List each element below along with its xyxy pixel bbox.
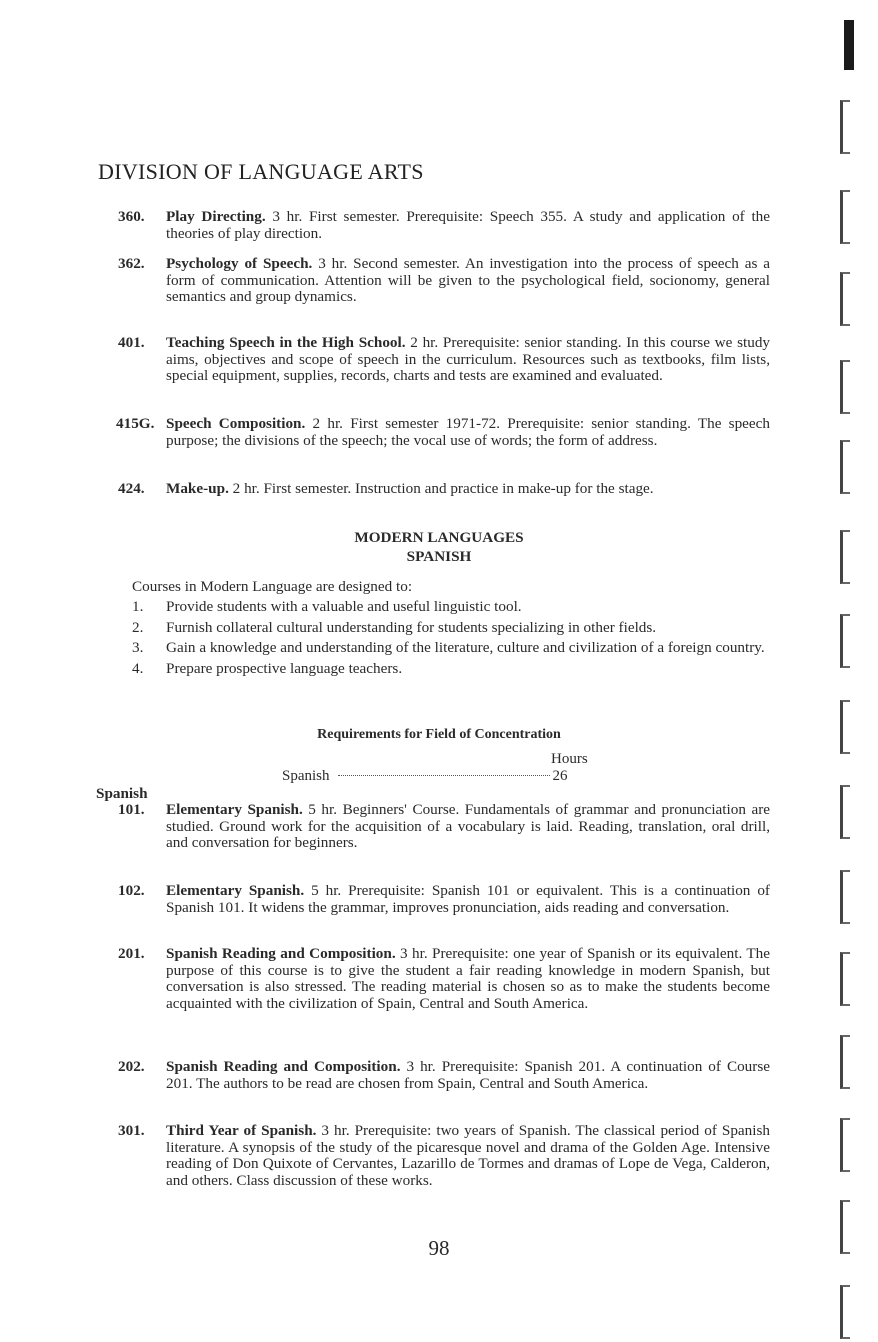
edge-bracket xyxy=(840,614,850,668)
course-title: Spanish Reading and Composition. xyxy=(166,945,396,962)
course-description: 3 hr. Second semester. An investigation into the process of speech as a form of communication. Attention will be given to the psychological field, socionomy, general semantics and group dynamics. xyxy=(166,255,770,306)
list-item: 4. Prepare prospective language teachers. xyxy=(132,659,403,677)
course-number: 424. xyxy=(118,480,145,497)
edge-bracket xyxy=(840,785,850,839)
course-description: 2 hr. Prerequisite: senior standing. In this course we study aims, objectives and scope of speech in the curriculum. Resources such as textbooks, film lists, special equipment, supplies, records, charts and tests are examined and evaluated. xyxy=(166,334,771,385)
course-number: 360. xyxy=(118,208,145,225)
course-title: Elementary Spanish. xyxy=(166,801,303,818)
course-entry xyxy=(118,883,770,916)
course-title: Elementary Spanish. xyxy=(166,882,305,899)
binding-edge-marks xyxy=(818,0,878,1342)
course-title: Third Year of Spanish. xyxy=(166,1122,317,1139)
leader-dots xyxy=(338,775,550,776)
requirement-row xyxy=(282,768,568,785)
course-title: Make-up. xyxy=(166,480,229,497)
section-heading: MODERN LANGUAGES xyxy=(354,529,524,546)
list-item: 1. Provide students with a valuable and useful linguistic tool. xyxy=(132,598,522,615)
goals-list xyxy=(132,599,772,681)
course-entry xyxy=(118,946,770,1012)
edge-bracket xyxy=(840,272,850,326)
course-title: Spanish Reading and Composition. xyxy=(166,1058,401,1075)
course-title: Play Directing. xyxy=(166,208,266,225)
course-entry xyxy=(118,802,770,852)
section-subheading: SPANISH xyxy=(406,548,472,565)
course-entry xyxy=(118,209,770,242)
course-number: 401. xyxy=(118,334,145,351)
list-item: 3. Gain a knowledge and understanding of the literature, culture and civilization of a foreign country. xyxy=(132,639,765,657)
subsection-label: Spanish xyxy=(96,785,148,802)
edge-bracket xyxy=(840,100,850,154)
course-entry xyxy=(118,256,770,306)
course-description: 2 hr. First semester 1971-72. Prerequisite: senior standing. The speech purpose; the divisions of the speech; the vocal use of words; the form of address. xyxy=(166,415,771,449)
section-intro: Courses in Modern Language are designed to: xyxy=(132,578,413,595)
course-description: 3 hr. Prerequisite: Spanish 201. A continuation of Course 201. The authors to be read are chosen from Spain, Central and South America. xyxy=(166,1058,770,1092)
course-description: 5 hr. Prerequisite: Spanish 101 or equivalent. This is a continuation of Spanish 101. It widens the grammar, improves pronunciation, aids reading and conversation. xyxy=(166,882,770,916)
requirements-title: Requirements for Field of Concentration xyxy=(317,727,561,742)
course-entry xyxy=(118,1123,770,1189)
course-title: Speech Composition. xyxy=(166,415,306,432)
edge-bar xyxy=(844,20,854,70)
course-number: 101. xyxy=(118,801,145,818)
edge-bracket xyxy=(840,1035,850,1089)
edge-bracket xyxy=(840,190,850,244)
course-number: 415G. xyxy=(116,415,155,432)
course-description: 3 hr. Prerequisite: two years of Spanish. The classical period of Spanish literature. A synopsis of the study of the picaresque novel and drama of the Golden Age. Intensive reading of Don Quixote of Cervantes, Lazarillo de Tormes and dramas of Lope de Vega, Calderon, and others. Class discussion of these works. xyxy=(166,1122,770,1189)
course-description: 3 hr. Prerequisite: one year of Spanish or its equivalent. The purpose of this course is to give the student a fair reading knowledge in modern Spanish, but conversation is also stressed. The reading material is chosen so as to make the students become acquainted with the civilization of Spain, Central and South America. xyxy=(166,945,770,1012)
course-number: 202. xyxy=(118,1058,145,1075)
requirement-hours: 26 xyxy=(552,768,568,784)
course-description: 2 hr. First semester. Instruction and practice in make-up for the stage. xyxy=(228,480,654,497)
course-description: 5 hr. Beginners' Course. Fundamentals of grammar and pronunciation are studied. Ground work for the acquisition of a vocabulary is laid. Reading, translation, oral drill, and conversation for beginners. xyxy=(166,801,770,852)
edge-bracket xyxy=(840,1118,850,1172)
course-description: 3 hr. First semester. Prerequisite: Speech 355. A study and application of the theories of play direction. xyxy=(166,208,770,242)
course-entry xyxy=(118,1059,770,1092)
list-item: 2. Furnish collateral cultural understanding for students specializing in other fields. xyxy=(132,618,657,636)
edge-bracket xyxy=(840,952,850,1006)
course-number: 102. xyxy=(118,882,145,899)
course-title: Psychology of Speech. xyxy=(166,255,313,272)
course-number: 201. xyxy=(118,945,145,962)
page-number: 98 xyxy=(428,1236,450,1260)
division-header: DIVISION OF LANGUAGE ARTS xyxy=(98,159,424,184)
course-number: 362. xyxy=(118,255,145,272)
hours-column-label: Hours xyxy=(551,751,588,767)
course-title: Teaching Speech in the High School. xyxy=(166,334,406,351)
edge-bracket xyxy=(840,870,850,924)
course-number: 301. xyxy=(118,1122,145,1139)
edge-bracket xyxy=(840,1285,850,1339)
course-entry xyxy=(118,335,770,385)
edge-bracket xyxy=(840,360,850,414)
course-entry xyxy=(118,481,770,498)
requirement-subject: Spanish xyxy=(282,768,330,784)
edge-bracket xyxy=(840,440,850,494)
course-entry xyxy=(118,416,770,449)
